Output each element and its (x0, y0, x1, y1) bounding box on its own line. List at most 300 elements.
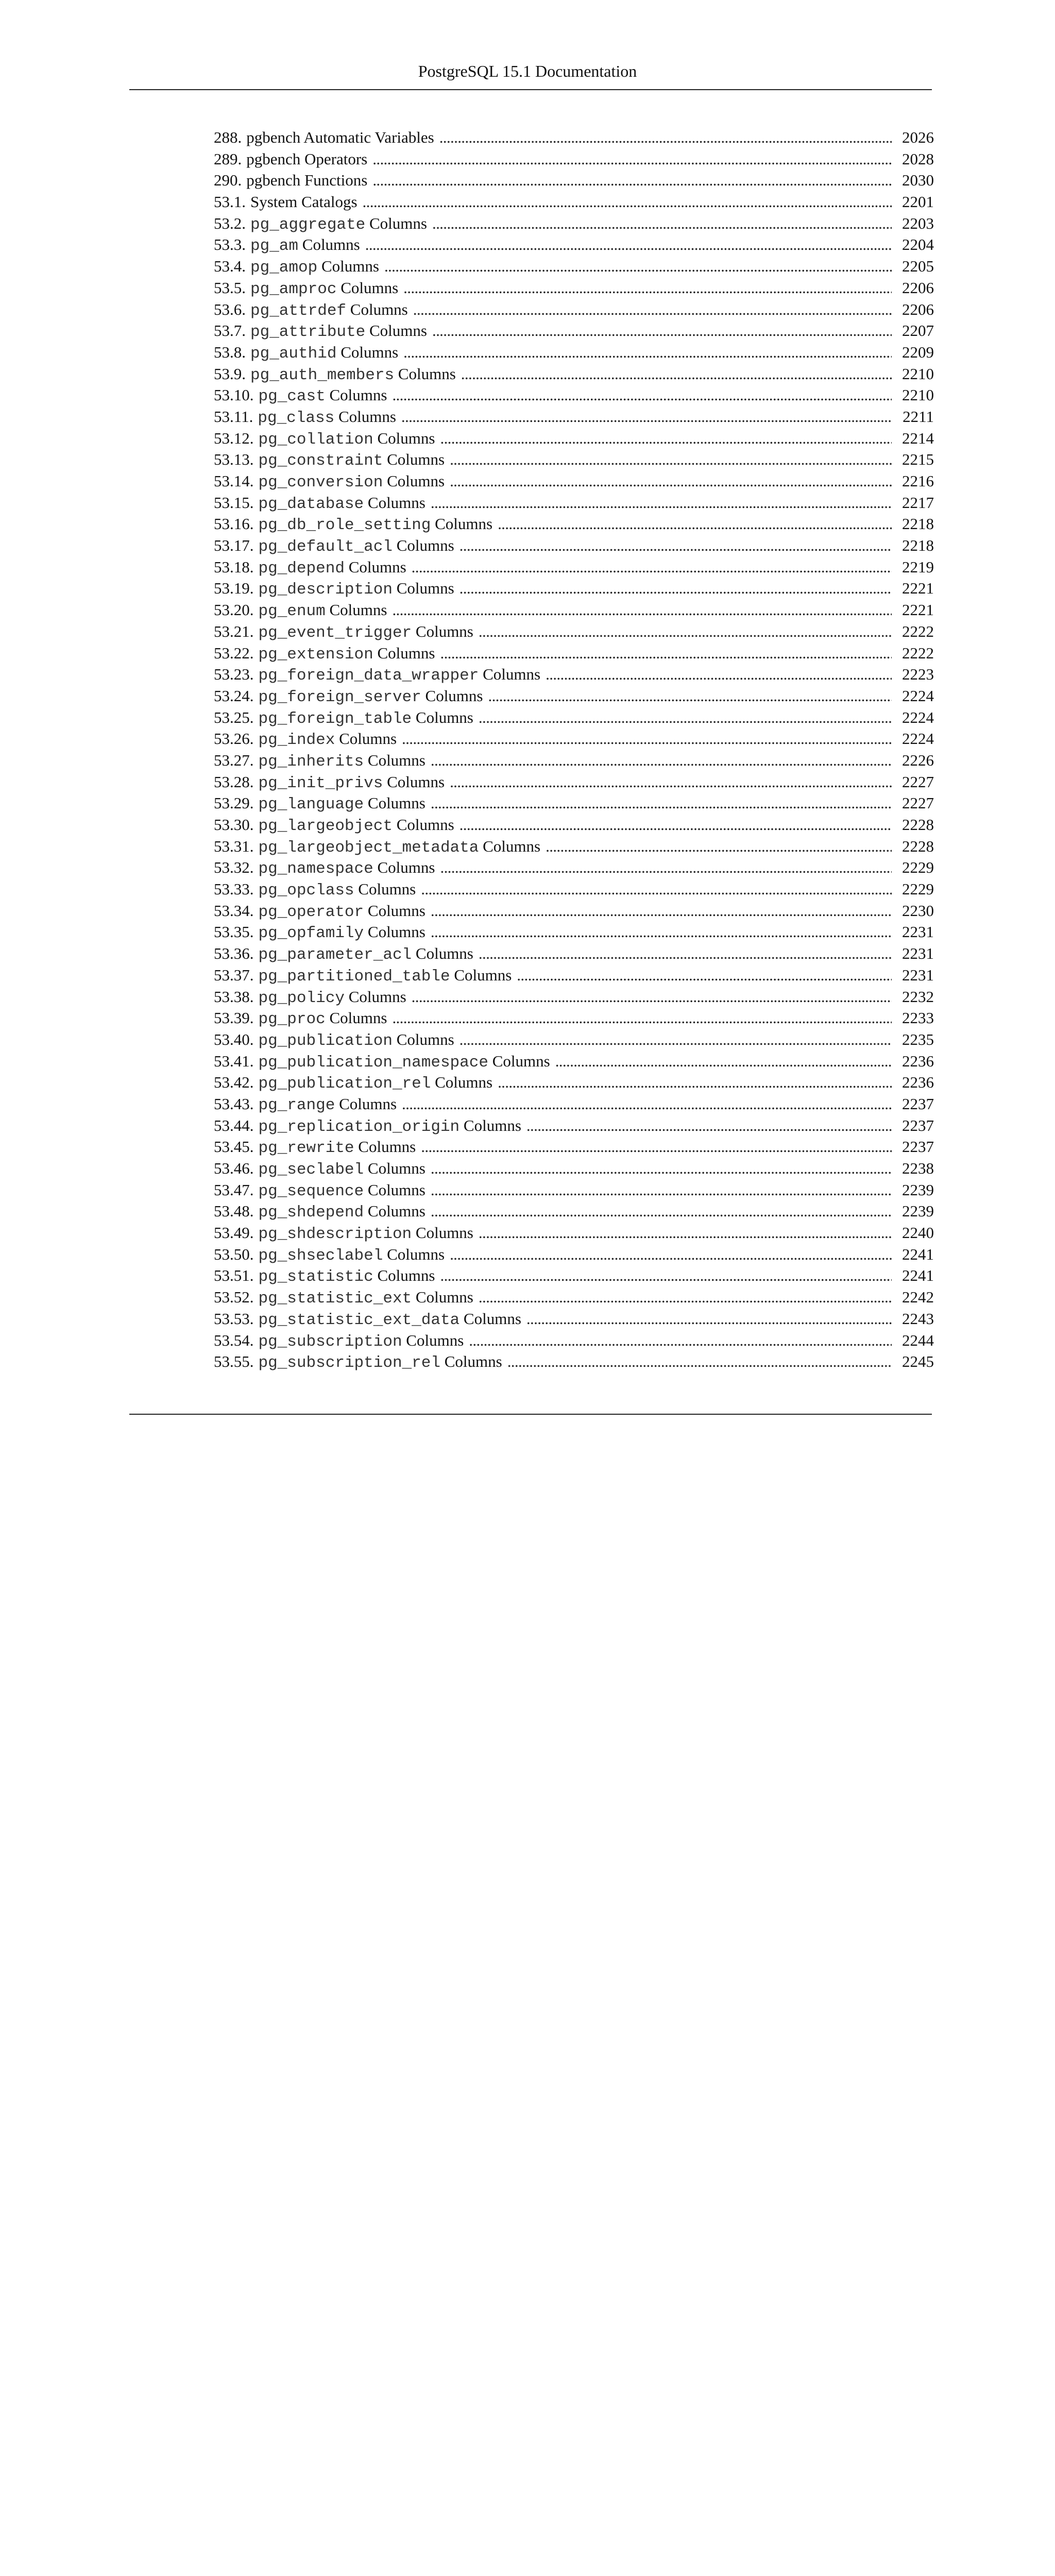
entry-page-number[interactable]: 2236 (902, 1052, 934, 1070)
entry-page-number[interactable]: 2240 (902, 1224, 934, 1242)
dot-leader (440, 857, 892, 878)
entry-number: 53.37. (214, 965, 254, 984)
entry-number: 53.6. (214, 300, 246, 318)
entry-title-suffix: Columns (365, 321, 427, 340)
entry-catalog-name: pg_depend (258, 559, 345, 578)
entry-title[interactable] (250, 277, 398, 299)
page-header (0, 0, 1055, 91)
entry-title-suffix: Columns (364, 493, 426, 512)
entry-title[interactable] (259, 1308, 521, 1330)
entry-title-suffix: Columns (383, 472, 445, 490)
dot-leader (526, 1308, 892, 1330)
entry-catalog-name: pg_index (258, 731, 335, 750)
entry-page-number[interactable]: 2228 (902, 816, 934, 834)
entry-number: 53.54. (214, 1331, 254, 1349)
entry-title-suffix: Columns (364, 794, 426, 812)
entry-page-number[interactable]: 2215 (902, 450, 934, 469)
entry-page-number[interactable]: 2219 (902, 557, 934, 576)
toc-entry[interactable] (214, 428, 934, 449)
entry-page-number[interactable]: 2231 (902, 944, 934, 963)
entry-title-suffix: Columns (364, 751, 426, 769)
entry-title[interactable] (259, 1265, 435, 1286)
entry-number: 53.11. (214, 407, 253, 426)
entry-title[interactable] (259, 964, 512, 986)
entry-page-number[interactable]: 2241 (902, 1266, 934, 1285)
entry-catalog-name: pg_shseclabel (258, 1246, 383, 1265)
entry-title[interactable] (259, 1072, 493, 1093)
dot-leader (392, 1007, 892, 1029)
entry-catalog-name: pg_extension (258, 645, 373, 664)
entry-page-number[interactable]: 2227 (902, 794, 934, 812)
entry-page-number[interactable]: 2238 (902, 1159, 934, 1177)
entry-title-suffix: Columns (412, 622, 473, 640)
entry-catalog-name: pg_auth_members (250, 366, 395, 384)
entry-title[interactable] (259, 728, 397, 750)
entry-title[interactable] (259, 578, 454, 599)
entry-page-number[interactable]: 2221 (902, 579, 934, 598)
toc-entry[interactable] (214, 513, 934, 535)
entry-title-suffix: Columns (354, 1138, 416, 1156)
entry-page-number[interactable]: 2210 (902, 364, 934, 383)
entry-title[interactable] (259, 556, 406, 578)
dot-leader (460, 535, 892, 556)
entry-number: 53.48. (214, 1202, 254, 1221)
toc-entry[interactable] (214, 1179, 934, 1201)
entry-title[interactable] (259, 1351, 502, 1372)
entry-number: 53.24. (214, 686, 254, 705)
toc-entry[interactable] (214, 857, 934, 878)
entry-title[interactable] (259, 1158, 426, 1179)
entry-number: 53.40. (214, 1030, 254, 1048)
entry-page-number[interactable]: 2242 (902, 1288, 934, 1307)
toc-entry[interactable] (214, 771, 934, 793)
entry-number: 53.46. (214, 1159, 254, 1177)
entry-page-number[interactable]: 2203 (902, 214, 934, 232)
toc-entry[interactable] (214, 728, 934, 750)
entry-page-number[interactable]: 2224 (902, 730, 934, 748)
entry-page-number[interactable]: 2224 (902, 686, 934, 705)
dot-leader (526, 1115, 892, 1137)
toc-entry[interactable] (214, 986, 934, 1008)
dot-leader (450, 771, 892, 793)
entry-page-number[interactable]: 2229 (902, 880, 934, 899)
toc-entry[interactable] (214, 1308, 934, 1330)
entry-title-suffix: Columns (354, 880, 416, 899)
toc-entry[interactable] (214, 964, 934, 986)
header-divider (129, 89, 932, 90)
entry-title-suffix: Columns (336, 343, 399, 361)
entry-number: 53.8. (214, 343, 246, 361)
dot-leader (507, 1351, 892, 1372)
entry-title-suffix: Columns (364, 1202, 426, 1221)
entry-number: 53.33. (214, 880, 254, 899)
toc-entry[interactable] (214, 750, 934, 771)
toc-entry[interactable] (214, 707, 934, 728)
entry-title[interactable] (259, 1179, 426, 1201)
entry-title[interactable] (259, 814, 454, 836)
entry-page-number[interactable]: 2243 (902, 1309, 934, 1328)
entry-title[interactable] (259, 1115, 521, 1137)
entry-page-number[interactable]: 2201 (902, 193, 934, 211)
entry-title[interactable] (259, 513, 493, 535)
dot-leader (431, 921, 892, 943)
dot-leader (372, 148, 892, 170)
entry-number: 53.26. (214, 730, 254, 748)
toc-entry[interactable] (214, 878, 934, 900)
toc-entry[interactable] (214, 170, 934, 191)
entry-page-number[interactable]: 2235 (902, 1030, 934, 1048)
dot-leader (479, 1222, 892, 1244)
entry-page-number[interactable]: 2231 (902, 965, 934, 984)
entry-catalog-name: pg_shdepend (258, 1204, 364, 1222)
dot-leader (402, 1093, 892, 1115)
dot-leader (372, 170, 892, 191)
entry-catalog-name: pg_rewrite (258, 1139, 354, 1158)
entry-catalog-name: pg_cast (258, 387, 326, 406)
entry-page-number[interactable]: 2028 (902, 149, 934, 168)
entry-number: 53.5. (214, 278, 246, 297)
entry-title[interactable] (259, 449, 445, 470)
entry-catalog-name: pg_collation (258, 430, 373, 449)
entry-title[interactable] (250, 213, 427, 234)
entry-catalog-name: pg_conversion (258, 473, 383, 492)
entry-title[interactable] (259, 857, 435, 878)
entry-title[interactable] (250, 299, 408, 320)
toc-entry[interactable] (214, 277, 934, 299)
entry-title[interactable] (259, 492, 426, 514)
dot-leader (440, 642, 892, 664)
dot-leader (479, 707, 892, 728)
entry-page-number[interactable]: 2218 (902, 536, 934, 555)
entry-catalog-name: pg_description (258, 581, 393, 599)
entry-catalog-name: pg_opfamily (258, 924, 364, 943)
entry-page-number[interactable]: 2233 (902, 1009, 934, 1027)
dot-leader (431, 900, 892, 922)
dot-leader (498, 1072, 892, 1093)
entry-title[interactable] (259, 535, 454, 556)
entry-catalog-name: pg_attribute (250, 323, 366, 342)
entry-title-suffix: Columns (460, 1309, 521, 1328)
toc-entry[interactable] (214, 1286, 934, 1308)
entry-page-number[interactable]: 2244 (902, 1331, 934, 1349)
entry-title[interactable] (259, 384, 387, 406)
entry-title[interactable] (259, 1330, 464, 1351)
toc-entry[interactable] (214, 664, 934, 685)
toc-entry[interactable] (214, 1222, 934, 1244)
entry-page-number[interactable]: 2217 (902, 493, 934, 512)
entry-title[interactable] (259, 943, 473, 964)
entry-page-number[interactable]: 2216 (902, 472, 934, 490)
entry-number: 53.43. (214, 1094, 254, 1113)
entry-page-number[interactable]: 2239 (902, 1202, 934, 1221)
dot-leader (488, 685, 892, 707)
dot-leader (431, 492, 892, 514)
entry-catalog-name: pg_publication_rel (258, 1075, 431, 1093)
entry-catalog-name: pg_aggregate (250, 215, 366, 234)
toc-entry[interactable] (214, 1115, 934, 1137)
entry-title[interactable] (246, 127, 434, 148)
entry-page-number[interactable]: 2232 (902, 987, 934, 1006)
entry-title[interactable] (259, 621, 473, 642)
entry-page-number[interactable]: 2211 (903, 407, 934, 426)
entry-catalog-name: pg_range (258, 1096, 335, 1114)
entry-page-number[interactable]: 2205 (902, 257, 934, 276)
toc-entry[interactable] (214, 449, 934, 470)
entry-title[interactable] (259, 1136, 416, 1158)
dot-leader (431, 1179, 892, 1201)
toc-entry[interactable] (214, 578, 934, 599)
toc-entry[interactable] (214, 492, 934, 514)
entry-number: 53.28. (214, 772, 254, 791)
entry-number: 53.10. (214, 386, 254, 404)
entry-title[interactable] (250, 320, 427, 342)
entry-page-number[interactable]: 2228 (902, 837, 934, 855)
entry-title[interactable] (250, 191, 358, 213)
dot-leader (439, 127, 892, 148)
entry-title-suffix: Columns (325, 386, 387, 404)
dot-leader (546, 664, 892, 685)
toc-entry[interactable] (214, 1136, 934, 1158)
entry-title[interactable] (246, 148, 367, 170)
entry-title[interactable] (259, 1029, 454, 1050)
entry-catalog-name: pg_foreign_server (258, 688, 421, 706)
entry-page-number[interactable]: 2204 (902, 235, 934, 254)
toc-entry[interactable] (214, 642, 934, 664)
entry-number: 53.34. (214, 901, 254, 920)
toc-entry[interactable] (214, 1265, 934, 1286)
toc-entry[interactable] (214, 1050, 934, 1072)
toc-entry[interactable] (214, 1351, 934, 1372)
entry-page-number[interactable]: 2236 (902, 1073, 934, 1092)
entry-number: 53.19. (214, 579, 254, 598)
entry-catalog-name: pg_constraint (258, 452, 383, 470)
entry-number: 53.27. (214, 751, 254, 769)
entry-title-suffix: Columns (336, 278, 399, 297)
entry-catalog-name: pg_class (258, 409, 335, 427)
entry-title[interactable] (246, 170, 367, 191)
toc-entry[interactable] (214, 1200, 934, 1222)
entry-title[interactable] (259, 642, 435, 664)
toc-entry[interactable] (214, 384, 934, 406)
entry-title-suffix: Columns (392, 816, 454, 834)
entry-title[interactable] (250, 256, 379, 277)
toc-entry[interactable] (214, 299, 934, 320)
entry-page-number[interactable]: 2239 (902, 1180, 934, 1199)
entry-number: 53.17. (214, 536, 254, 555)
toc-entry[interactable] (214, 1330, 934, 1351)
entry-title-text: pgbench Operators (246, 149, 368, 168)
entry-title-suffix: Columns (394, 364, 456, 383)
entry-title-suffix: Columns (440, 1352, 502, 1371)
entry-page-number[interactable]: 2223 (902, 665, 934, 684)
entry-title[interactable] (250, 363, 456, 385)
entry-title-suffix: Columns (412, 708, 473, 726)
entry-page-number[interactable]: 2222 (902, 622, 934, 640)
toc-entry[interactable] (214, 685, 934, 707)
toc-entry[interactable] (214, 363, 934, 385)
entry-title-suffix: Columns (488, 1052, 550, 1070)
entry-title-suffix: Columns (392, 536, 454, 555)
entry-page-number[interactable]: 2241 (902, 1245, 934, 1263)
dot-leader (479, 943, 892, 964)
entry-page-number[interactable]: 2206 (902, 278, 934, 297)
dot-leader (412, 986, 892, 1008)
dot-leader (440, 428, 892, 449)
entry-page-number[interactable]: 2227 (902, 772, 934, 791)
entry-title[interactable] (259, 1007, 387, 1029)
entry-catalog-name: pg_statistic_ext (258, 1290, 412, 1308)
toc-entry[interactable] (214, 535, 934, 556)
dot-leader (479, 1286, 892, 1308)
toc-entry[interactable] (214, 191, 934, 213)
entry-title[interactable] (250, 234, 360, 256)
entry-page-number[interactable]: 2026 (902, 128, 934, 146)
dot-leader (431, 750, 892, 771)
entry-title-suffix: Columns (298, 235, 360, 254)
entry-title[interactable] (250, 342, 398, 363)
entry-title[interactable] (259, 1244, 445, 1265)
entry-title-suffix: Columns (479, 665, 541, 684)
toc-entry[interactable] (214, 621, 934, 642)
toc-entry[interactable] (214, 556, 934, 578)
dot-leader (392, 384, 892, 406)
toc-entry[interactable] (214, 470, 934, 492)
entry-number: 53.51. (214, 1266, 254, 1285)
entry-page-number[interactable]: 2231 (902, 923, 934, 941)
entry-catalog-name: pg_language (258, 795, 364, 814)
entry-title-suffix: Columns (364, 1159, 426, 1177)
entry-title[interactable] (259, 1093, 397, 1115)
entry-catalog-name: pg_am (250, 237, 299, 256)
entry-title-text: pgbench Functions (246, 171, 368, 190)
entry-title[interactable] (259, 900, 426, 922)
toc-entry[interactable] (214, 943, 934, 964)
entry-page-number[interactable]: 2221 (902, 601, 934, 619)
entry-title-suffix: Columns (421, 686, 483, 705)
entry-title[interactable] (259, 1222, 473, 1244)
toc-entry[interactable] (214, 148, 934, 170)
entry-title[interactable] (259, 707, 473, 728)
toc-entry[interactable] (214, 814, 934, 836)
toc-entry[interactable] (214, 792, 934, 814)
entry-catalog-name: pg_amop (250, 259, 318, 277)
entry-title-suffix: Columns (392, 579, 454, 598)
entry-page-number[interactable]: 2210 (902, 386, 934, 404)
entry-catalog-name: pg_seclabel (258, 1161, 364, 1179)
dot-leader (403, 277, 892, 299)
entry-title-suffix: Columns (325, 601, 387, 619)
entry-page-number[interactable]: 2230 (902, 901, 934, 920)
dot-leader (517, 964, 892, 986)
toc-entry[interactable] (214, 320, 934, 342)
entry-catalog-name: pg_replication_origin (258, 1117, 460, 1136)
entry-page-number[interactable]: 2237 (902, 1138, 934, 1156)
entry-title[interactable] (259, 771, 445, 793)
entry-number: 53.47. (214, 1180, 254, 1199)
dot-leader (403, 342, 892, 363)
entry-page-number[interactable]: 2222 (902, 643, 934, 662)
entry-title[interactable] (259, 599, 387, 621)
toc-entry[interactable] (214, 836, 934, 857)
entry-page-number[interactable]: 2209 (902, 343, 934, 361)
entry-page-number[interactable]: 2207 (902, 321, 934, 340)
toc-entry[interactable] (214, 1029, 934, 1050)
entry-page-number[interactable]: 2214 (902, 429, 934, 447)
entry-title[interactable] (259, 836, 541, 857)
dot-leader (461, 363, 892, 385)
entry-catalog-name: pg_sequence (258, 1182, 364, 1200)
toc-entry[interactable] (214, 1072, 934, 1093)
toc-entry[interactable] (214, 406, 934, 428)
entry-number: 53.44. (214, 1116, 254, 1134)
entry-title[interactable] (259, 1286, 473, 1308)
entry-catalog-name: pg_operator (258, 903, 364, 921)
dot-leader (469, 1330, 892, 1351)
toc-entry[interactable] (214, 234, 934, 256)
entry-title[interactable] (259, 792, 426, 814)
entry-title-suffix: Columns (365, 214, 427, 232)
toc-entry[interactable] (214, 213, 934, 234)
toc-entry[interactable] (214, 1007, 934, 1029)
toc-entry[interactable] (214, 921, 934, 943)
toc-entry[interactable] (214, 342, 934, 363)
entry-page-number[interactable]: 2237 (902, 1094, 934, 1113)
entry-title[interactable] (259, 685, 483, 707)
entry-catalog-name: pg_foreign_table (258, 709, 412, 728)
toc-entry[interactable] (214, 1244, 934, 1265)
entry-title[interactable] (259, 428, 435, 449)
entry-title-suffix: Columns (334, 407, 396, 426)
entry-page-number[interactable]: 2030 (902, 171, 934, 190)
toc-entry[interactable] (214, 900, 934, 922)
dot-leader (421, 878, 892, 900)
toc-entry[interactable] (214, 127, 934, 148)
entry-title[interactable] (259, 1050, 550, 1072)
entry-page-number[interactable]: 2245 (902, 1352, 934, 1371)
entry-number: 289. (214, 149, 242, 168)
entry-catalog-name: pg_namespace (258, 860, 373, 878)
entry-page-number[interactable]: 2224 (902, 708, 934, 726)
entry-title[interactable] (258, 406, 396, 428)
entry-title[interactable] (259, 1200, 426, 1222)
entry-page-number[interactable]: 2237 (902, 1116, 934, 1134)
entry-catalog-name: pg_database (258, 495, 364, 513)
dot-leader (401, 406, 892, 428)
toc-entry[interactable] (214, 256, 934, 277)
entry-title[interactable] (259, 664, 541, 685)
entry-number: 53.42. (214, 1073, 254, 1092)
entry-title[interactable] (259, 750, 426, 771)
entry-page-number[interactable]: 2206 (902, 300, 934, 318)
entry-number: 53.38. (214, 987, 254, 1006)
toc-entry[interactable] (214, 1158, 934, 1179)
toc-entry[interactable] (214, 599, 934, 621)
entry-title-suffix: Columns (317, 257, 379, 276)
entry-number: 53.31. (214, 837, 254, 855)
entry-catalog-name: pg_subscription (258, 1332, 402, 1351)
entry-page-number[interactable]: 2226 (902, 751, 934, 769)
entry-title-suffix: Columns (344, 557, 406, 576)
entry-page-number[interactable]: 2218 (902, 515, 934, 533)
entry-title-suffix: Columns (431, 1073, 493, 1092)
entry-page-number[interactable]: 2229 (902, 858, 934, 877)
toc-entry[interactable] (214, 1093, 934, 1115)
entry-title[interactable] (259, 921, 426, 943)
entry-title[interactable] (259, 470, 445, 492)
entry-title[interactable] (259, 878, 416, 900)
entry-number: 53.53. (214, 1309, 254, 1328)
entry-title[interactable] (259, 986, 406, 1008)
